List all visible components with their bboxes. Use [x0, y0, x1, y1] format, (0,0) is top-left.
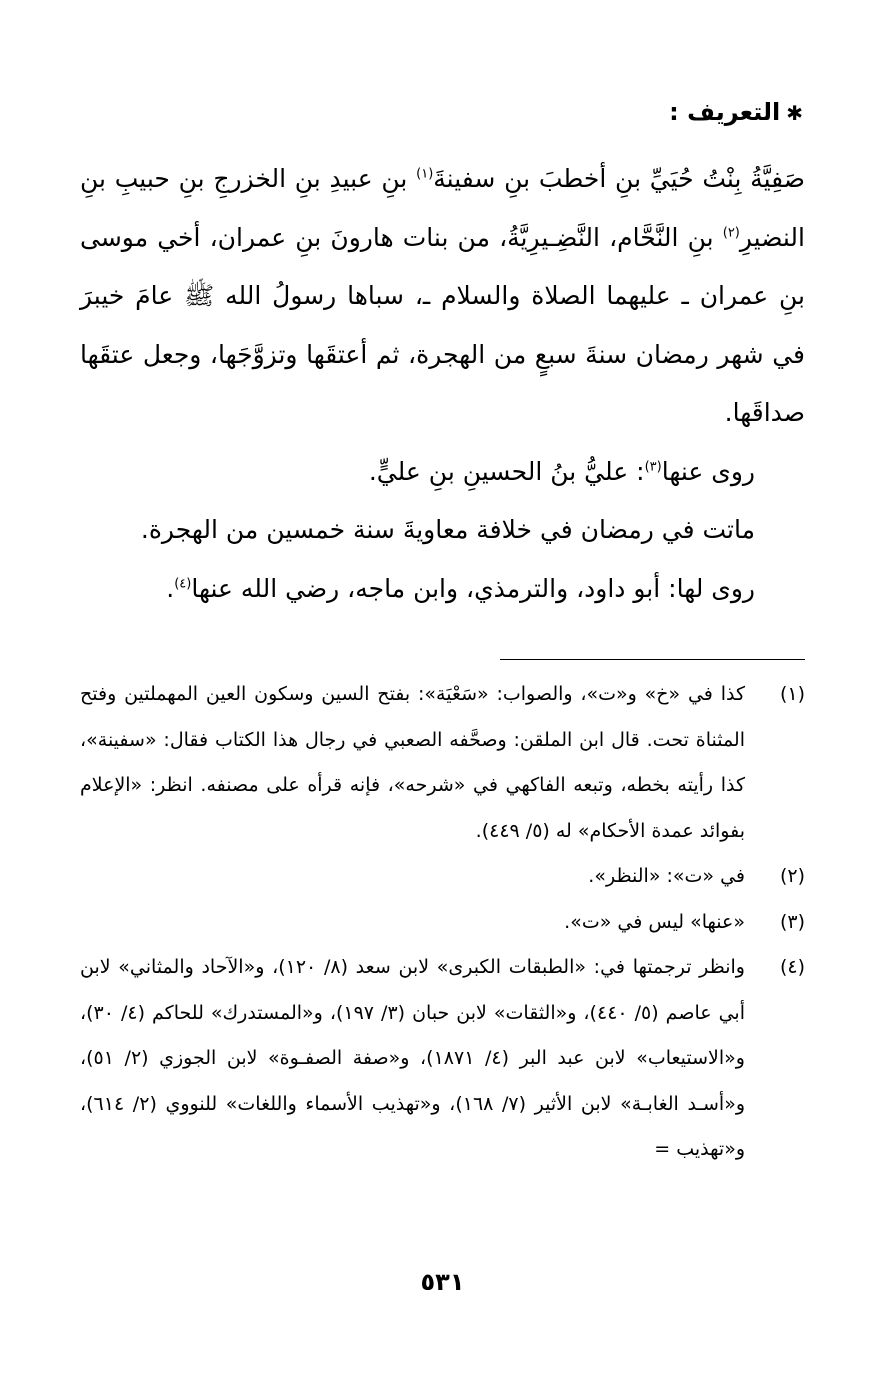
footnote-1	[80, 672, 805, 854]
footnote-divider	[500, 659, 805, 660]
narrated-text-2: .	[166, 573, 175, 603]
death-paragraph: ماتت في رمضان في خلافة معاويةَ سنة خمسين من الهجرة.	[140, 515, 755, 544]
footnote-3	[80, 900, 805, 946]
footnote-ref-4: (٤)	[174, 576, 192, 592]
footnote-text: كذا في «خ» و«ت»، والصواب: «سَعْيَة»: بفتح السين وسكون العين المهملتين وفتح المثناة تحت. قال ابن الملقن: وصحَّفه الصعبي في رجال هذا الكتاب فقال: «سفينة»، كذا رأيته بخطه، وتبعه الفاكهي في «شرحه»، فإنه قرأه على مصنفه. انظر: «الإعلام بفوائد عمدة الأحكام» له (٥/ ٤٤٩).	[80, 683, 745, 842]
footnote-number: (٣)	[779, 910, 805, 933]
footnote-ref-1: (١)	[416, 166, 434, 182]
footnote-number: (١)	[779, 683, 805, 705]
asterisk-icon: ✱	[786, 101, 803, 125]
footnote-text: في «ت»: «النظر».	[588, 865, 745, 887]
biography-text-3: بنِ النَّحَّام، النَّضِـيرِيَّةُ، من بنات هارونَ بنِ عمران، أخي موسى بنِ عمران ـ عليهما الصلاة والسلام ـ، سباها رسولُ الله ﷺ عامَ خيبرَ في شهر رمضان سنةَ سبعٍ من الهجرة، ثم أعتقَها وتزوَّجَها، وجعل عتقَها صداقَها.	[80, 222, 805, 427]
section-heading	[80, 92, 803, 133]
footnotes	[80, 672, 805, 1173]
footnote-4	[80, 945, 805, 1173]
footnote-number: (٢)	[779, 865, 805, 887]
narrator-text-2: : عليُّ بنُ الحسينِ بنِ عليٍّ.	[368, 456, 645, 486]
footnote-ref-2: (٢)	[722, 225, 740, 241]
heading-label: التعريف :	[669, 98, 781, 126]
footnote-number: (٤)	[779, 956, 805, 978]
biography-text-1: صَفِيَّةُ بِنْتُ حُيَيِّ بنِ أخطبَ بنِ سفينةَ	[433, 164, 805, 193]
footnote-ref-3: (٣)	[644, 459, 662, 475]
narrator-paragraph	[80, 443, 805, 502]
biography-paragraph	[80, 150, 805, 443]
main-text	[80, 150, 805, 618]
narrated-paragraph	[80, 560, 805, 619]
biography-text-2: بنِ عبيدِ بنِ الخزرجِ بنِ حبيبِ بنِ النضيرِ	[80, 164, 805, 252]
narrated-text-1: روى لها: أبو داود، والترمذي، وابن ماجه، رضي الله عنها	[191, 573, 755, 603]
footnote-text: وانظر ترجمتها في: «الطبقات الكبرى» لابن سعد (٨/ ١٢٠)، و«الآحاد والمثاني» لابن أبي عاصم (٥/ ٤٤٠)، و«الثقات» لابن حبان (٣/ ١٩٧)، و«المستدرك» للحاكم (٤/ ٣٠)، و«الاستيعاب» لابن عبد البر (٤/ ١٨٧١)، و«صفة الصفـوة» لابن الجوزي (٢/ ٥١)، و«أسـد الغابـة» لابن الأثير (٧/ ١٦٨)، و«تهذيب الأسماء واللغات» للنووي (٢/ ٦١٤)، و«تهذيب =	[80, 956, 745, 1160]
page-number: ٥٣١	[420, 1268, 465, 1296]
footnote-text: «عنها» ليس في «ت».	[564, 910, 745, 933]
narrator-text-1: روى عنها	[661, 456, 755, 486]
footnote-2	[80, 854, 805, 900]
